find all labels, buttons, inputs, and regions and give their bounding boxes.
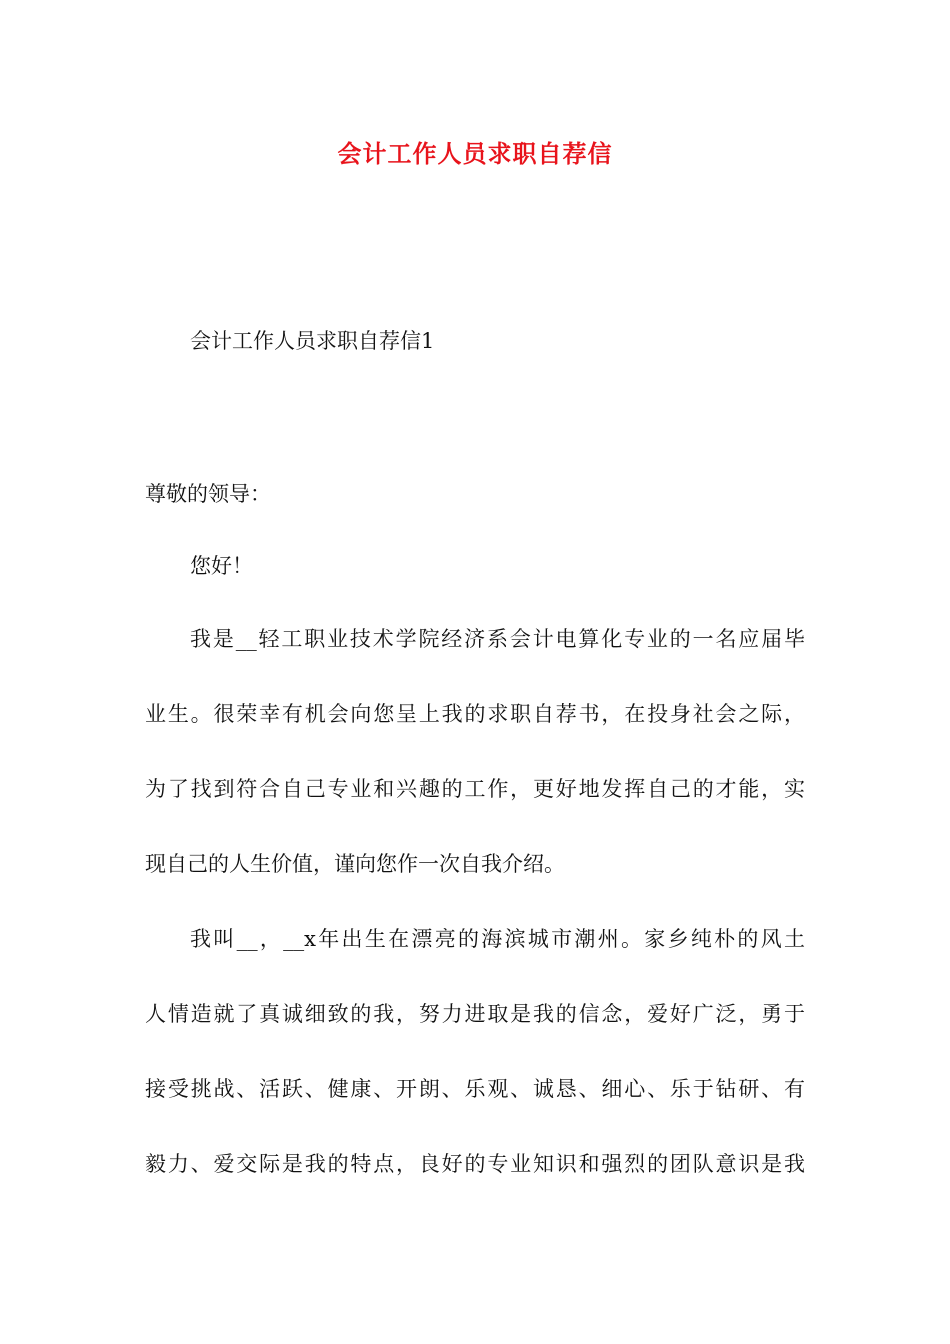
paragraph-2-line-1: 我叫__，__x年出生在漂亮的海滨城市潮州。家乡纯朴的风土 bbox=[190, 927, 805, 951]
letter-heading: 会计工作人员求职自荐信1 bbox=[190, 329, 435, 353]
salutation: 尊敬的领导： bbox=[145, 482, 271, 506]
paragraph-1-line-4: 现自己的人生价值，谨向您作一次自我介绍。 bbox=[145, 852, 565, 876]
paragraph-2-line-2: 人情造就了真诚细致的我，努力进取是我的信念，爱好广泛，勇于 bbox=[145, 1002, 805, 1026]
paragraph-2-line-4: 毅力、爱交际是我的特点，良好的专业知识和强烈的团队意识是我 bbox=[145, 1152, 805, 1176]
paragraph-1-line-1: 我是__轻工职业技术学院经济系会计电算化专业的一名应届毕 bbox=[190, 627, 805, 651]
greeting: 您好！ bbox=[190, 554, 253, 578]
paragraph-2-line-3: 接受挑战、活跃、健康、开朗、乐观、诚恳、细心、乐于钻研、有 bbox=[145, 1077, 805, 1101]
document-title: 会计工作人员求职自荐信 bbox=[337, 140, 613, 168]
paragraph-1-line-2: 业生。很荣幸有机会向您呈上我的求职自荐书，在投身社会之际， bbox=[145, 702, 805, 726]
paragraph-1-line-3: 为了找到符合自己专业和兴趣的工作，更好地发挥自己的才能，实 bbox=[145, 777, 805, 801]
